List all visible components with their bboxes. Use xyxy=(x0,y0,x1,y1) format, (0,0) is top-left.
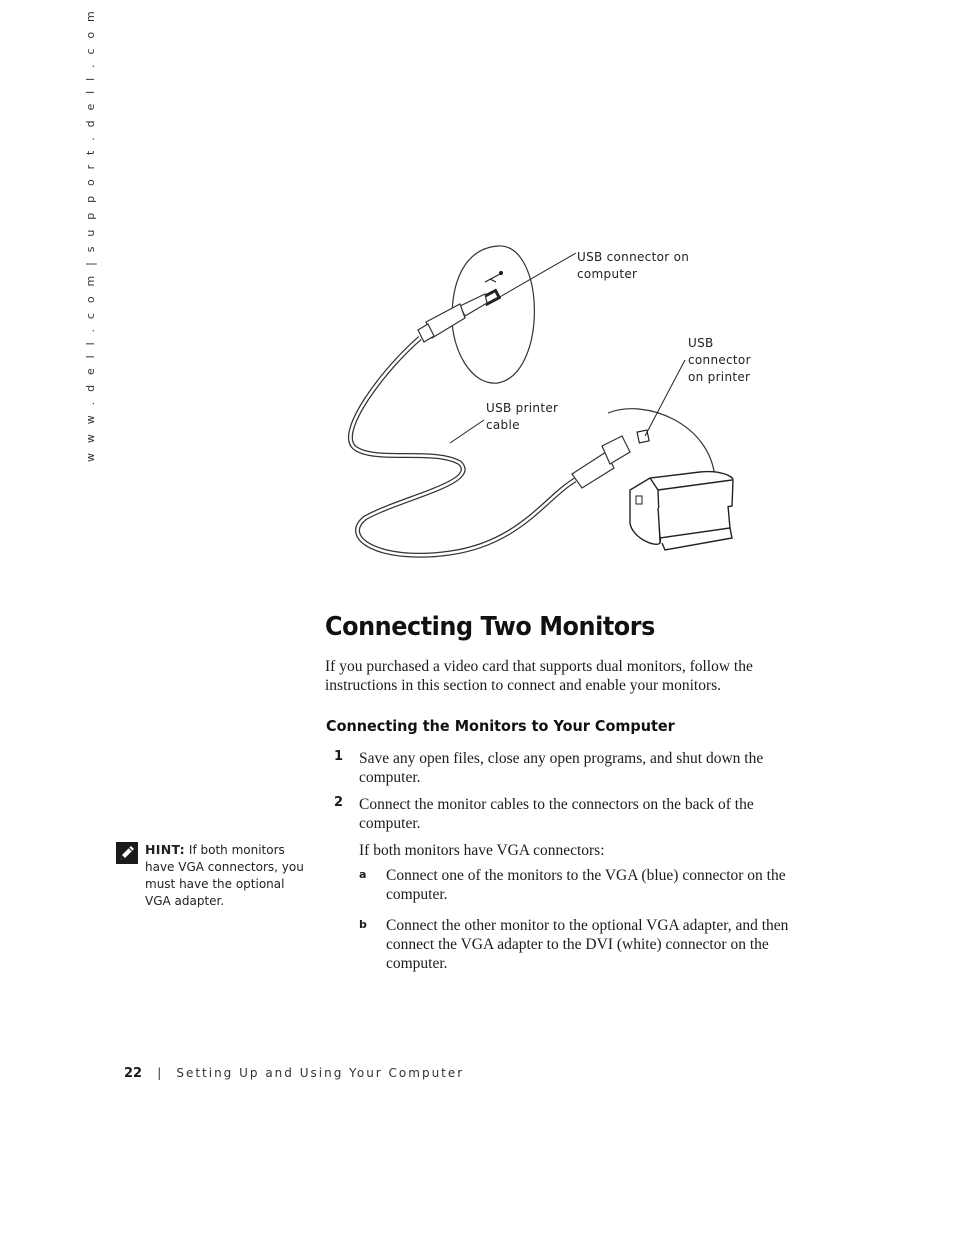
page-number: 22 xyxy=(124,1066,143,1081)
step-number: 2 xyxy=(334,795,344,810)
step-text: Connect the monitor cables to the connectors on the back of the computer. xyxy=(359,796,754,832)
subsection-title: Connecting the Monitors to Your Computer xyxy=(326,717,675,735)
usb-cable-diagram xyxy=(340,238,760,558)
step-number: 1 xyxy=(334,749,344,764)
hint-body: If both monitors have VGA connectors, you must have the optional VGA adapter. xyxy=(145,843,304,908)
intro-paragraph: If you purchased a video card that supports dual monitors, follow the instructions in this section to connect and enable your monitors. xyxy=(325,658,753,694)
callout-usb-connector-computer: USB connector on computer xyxy=(577,250,690,281)
printer-icon xyxy=(630,472,733,550)
callout-usb-connector-printer: USB connector on printer xyxy=(688,336,751,384)
page-footer xyxy=(124,1062,464,1081)
callout-usb-printer-cable: USB printer cable xyxy=(486,401,559,432)
section-title: Connecting Two Monitors xyxy=(325,612,655,642)
condition-text: If both monitors have VGA connectors: xyxy=(359,842,605,859)
substep-text: Connect one of the monitors to the VGA (blue) connector on the computer. xyxy=(386,867,786,903)
chapter-title: Setting Up and Using Your Computer xyxy=(176,1066,465,1080)
hint-text-block xyxy=(145,841,310,910)
step-text: Save any open files, close any open programs, and shut down the computer. xyxy=(359,750,764,786)
sidebar-website-url: w w w . d e l l . c o m | s u p p o r t . d e l l . c o m xyxy=(84,8,97,462)
footer-separator: | xyxy=(157,1066,162,1080)
usb-symbol-icon xyxy=(485,272,503,283)
substep-text: Connect the other monitor to the optional VGA adapter, and then connect the VGA adapter to the DVI (white) connector on the computer. xyxy=(386,917,789,972)
pencil-note-icon xyxy=(116,842,138,864)
substep-letter: a xyxy=(359,868,367,881)
hint-label: HINT: xyxy=(145,842,185,857)
usb-printer-connection-illustration xyxy=(340,238,760,558)
substep-letter: b xyxy=(359,918,367,931)
usb-plug-b-icon xyxy=(572,436,630,488)
